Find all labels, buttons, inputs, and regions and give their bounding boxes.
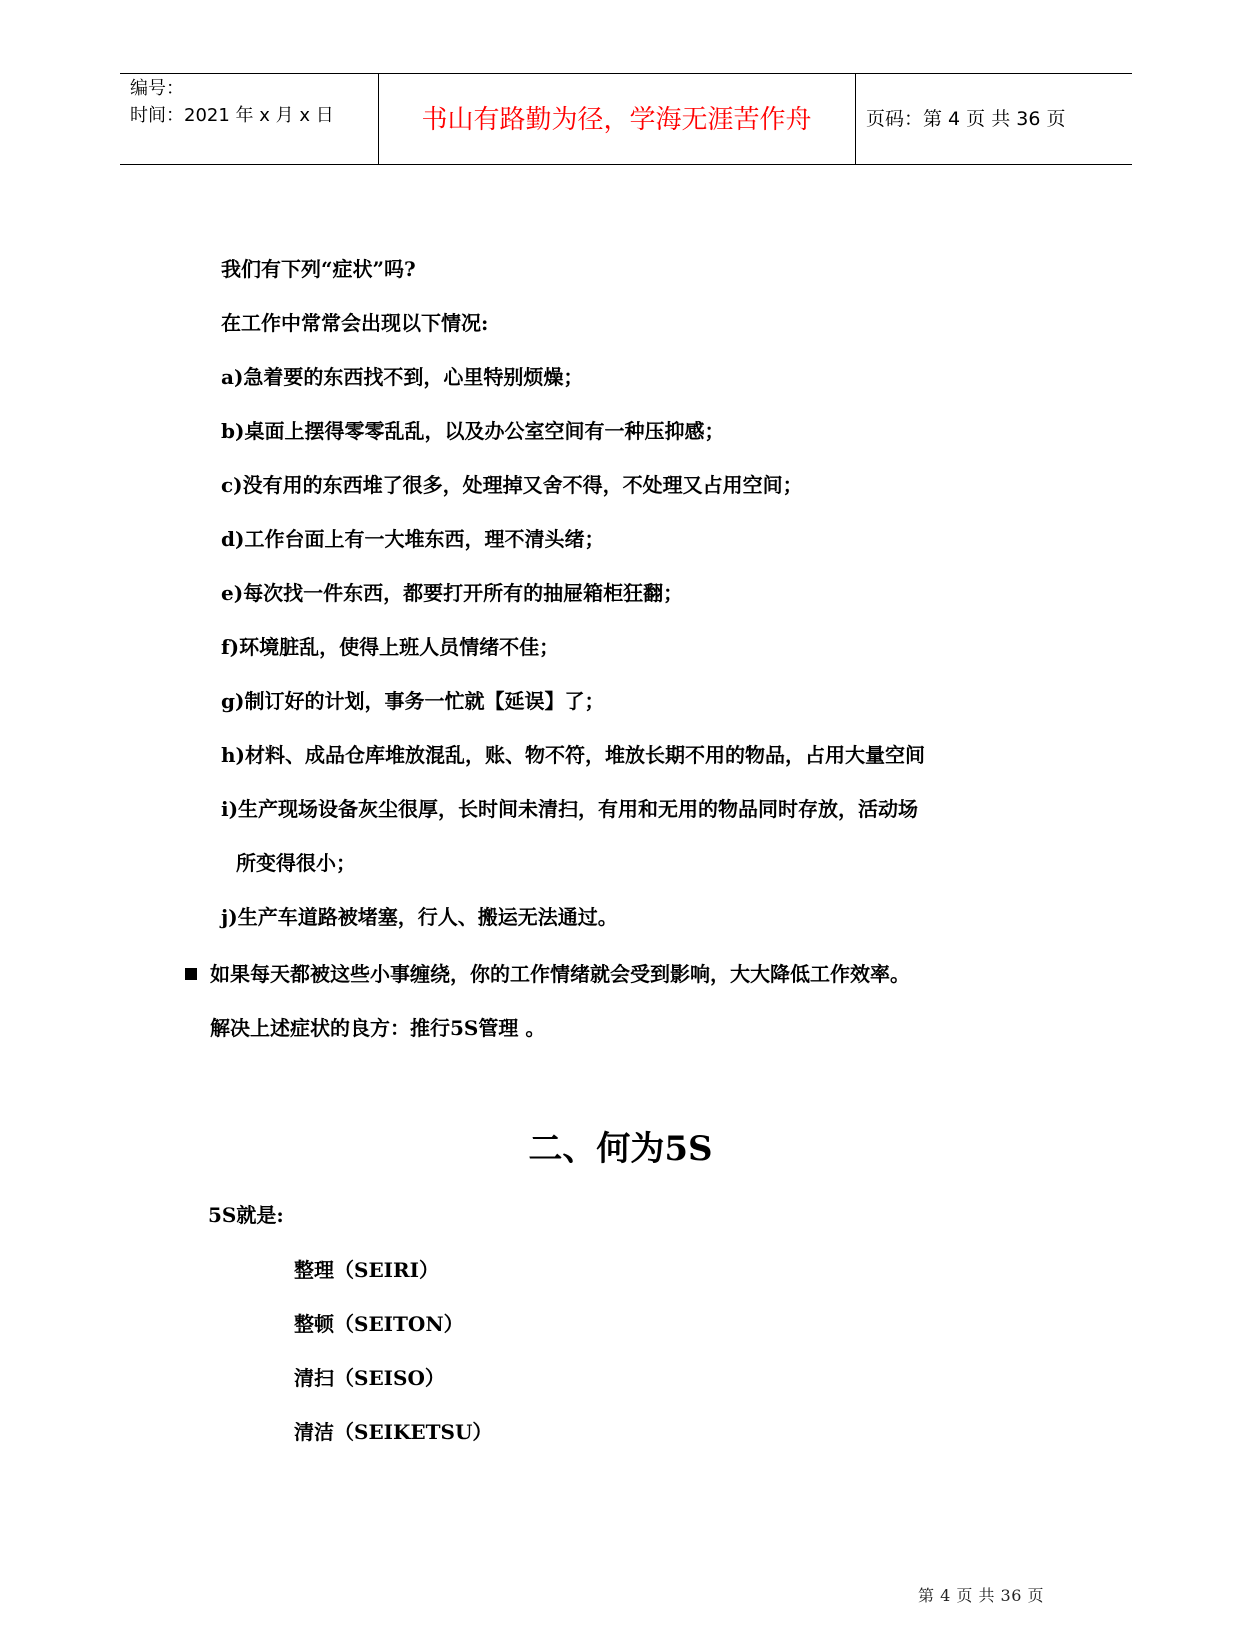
header-divider-right <box>855 73 856 164</box>
intro-lead: 在工作中常常会出现以下情况: <box>221 311 489 335</box>
intro-question: 我们有下列“症状”吗? <box>221 257 416 281</box>
section-heading: 二、何为5S <box>528 1129 713 1169</box>
bullet-text: 如果每天都被这些小事缠绕，你的工作情绪就会受到影响，大大降低工作效率。 <box>210 962 910 986</box>
symptom-item: b)桌面上摆得零零乱乱，以及办公室空间有一种压抑感； <box>221 419 725 443</box>
symptom-item: e)每次找一件东西，都要打开所有的抽屉箱柜狂翻； <box>221 581 684 605</box>
header-motto: 书山有路勤为径，学海无涯苦作舟 <box>421 105 812 135</box>
symptom-item: f)环境脏乱，使得上班人员情绪不佳； <box>221 635 560 659</box>
definition-lead: 5S就是: <box>208 1203 284 1227</box>
five-s-item: 清扫（SEISO） <box>294 1366 445 1390</box>
symptom-item: i)生产现场设备灰尘很厚，长时间未清扫，有用和无用的物品同时存放，活动场 <box>221 797 919 821</box>
symptom-item: c)没有用的东西堆了很多，处理掉又舍不得，不处理又占用空间； <box>221 473 803 497</box>
symptom-item: h)材料、成品仓库堆放混乱，账、物不符，堆放长期不用的物品，占用大量空间 <box>221 743 926 767</box>
symptom-item: g)制订好的计划，事务一忙就【延误】了； <box>221 689 605 713</box>
square-bullet-icon <box>185 968 197 980</box>
header-code-label: 编号： <box>130 78 184 99</box>
symptom-item: a)急着要的东西找不到，心里特别烦燥； <box>221 365 584 389</box>
symptom-item-continuation: 所变得很小； <box>236 851 356 875</box>
solution-text: 解决上述症状的良方：推行5S管理 。 <box>210 1016 546 1040</box>
footer-page-number: 第 4 页 共 36 页 <box>918 1586 1044 1605</box>
symptom-item: j)生产车道路被堵塞，行人、搬运无法通过。 <box>221 905 618 929</box>
symptom-item: d)工作台面上有一大堆东西，理不清头绪； <box>221 527 605 551</box>
five-s-item: 整顿（SEITON） <box>294 1312 464 1336</box>
header-time-label: 时间：2021 年 x 月 x 日 <box>130 105 334 126</box>
header-top-rule <box>120 73 1132 74</box>
five-s-item: 整理（SEIRI） <box>294 1258 440 1282</box>
five-s-item: 清洁（SEIKETSU） <box>294 1420 493 1444</box>
header-page-label: 页码：第 4 页 共 36 页 <box>866 108 1066 130</box>
header-bottom-rule <box>120 164 1132 165</box>
